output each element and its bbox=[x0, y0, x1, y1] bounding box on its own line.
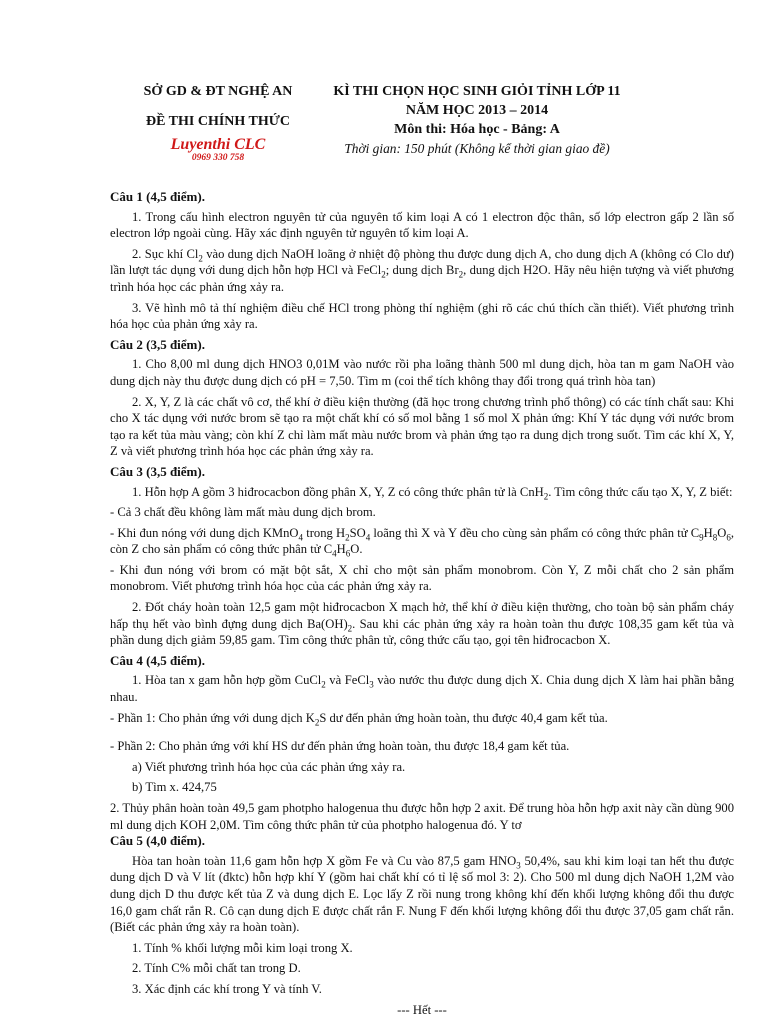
question-4-item-b: b) Tìm x. 424,75 bbox=[132, 780, 217, 795]
school-year: NĂM HỌC 2013 – 2014 bbox=[405, 103, 549, 118]
question-4-item-a: a) Viết phương trình hóa học của các phản ứng xảy ra. bbox=[132, 759, 406, 774]
question-3-part-2: 2. Đốt cháy hoàn toàn 12,5 gam một hiđrocacbon X mạch hở, thể khí ở điều kiện thường, cho toàn bộ sản phẩm cháy hấp thụ hết vào bình đựng dung dịch $Ba(OH)_2$. Sau khi các phản ứng xảy ra hoàn toàn thu được 108,35 gam kết tủa và phần dung dịch giảm 59,85 gam. Tìm công thức phân tử, công thức cấu tạo, gọi tên hiđrocacbon X. bbox=[110, 600, 734, 648]
question-1-part-2: 2. Sục khí $Cl_2$ vào dung dịch NaOH loãng ở nhiệt độ phòng thu được dung dịch A, cho dung dịch A (không có Clo dư) lần lượt tác dụng với dung dịch hỗn hợp HCl và FeCl$_2$; dung dịch $Br_2$, dung dịch H2O. Hãy nêu hiện tượng và viết phương trình hóa học các phản ứng xảy ra. bbox=[110, 246, 735, 294]
question-1-part-1: 1. Trong cấu hình electron nguyên tử của nguyên tố kim loại A có 1 electron độc thân, số lớp electron gấp 2 lần số electron lớp ngoài cùng. Hãy xác định nguyên tử nguyên tố kim loại A. bbox=[110, 209, 734, 241]
question-5-item-2: 2. Tính C% mỗi chất tan trong D. bbox=[132, 961, 301, 976]
header-right bbox=[318, 82, 636, 158]
question-5-body: Hòa tan hoàn toàn 11,6 gam hỗn hợp X gồm Fe và Cu vào 87,5 gam $HNO_3$ 50,4%, sau khi kim loại tan hết thu được dung dịch D và V lít (đktc) hỗn hợp khí Y (gồm hai chất khí có tỉ lệ số mol 3: 2). Cho 500 ml dung dịch NaOH 1,2M vào dung dịch D thu được kết tủa Z và dung dịch E. Lọc lấy Z rồi nung trong không khí đến khối lượng không đổi thu được 16,0 gam chất rắn R. Cô cạn dung dịch E được chất rắn F. Nung F đến khối lượng không đổi thu được 37,05 gam chất rắn. (Biết các phản ứng xảy ra hoàn toàn). bbox=[110, 853, 735, 935]
question-2-part-2: 2. X, Y, Z là các chất vô cơ, thể khí ở điều kiện thường (đã học trong chương trình phổ thông) có các tính chất sau: Khi cho X tác dụng với nước brom sẽ tạo ra một chất khí có số mol bằng 1 số mol X phản ứng: Khí Y tác dụng với nước brom tạo ra kết tủa màu vàng; còn khí Z chỉ làm mất màu nước brom và phản ứng tạo ra dung dịch trong suốt. Tìm các khí X, Y, Z và viết phương trình hóa học các phản ứng xảy ra. bbox=[110, 394, 734, 459]
header-left bbox=[128, 82, 308, 163]
official-exam-label: ĐỀ THI CHÍNH THỨC bbox=[145, 114, 291, 129]
question-3-title: Câu 3 (3,5 điểm). bbox=[110, 463, 205, 479]
question-2-title: Câu 2 (3,5 điểm). bbox=[110, 336, 205, 352]
question-5-item-3: 3. Xác định các khí trong Y và tính V. bbox=[132, 981, 322, 996]
department-name: SỞ GD & ĐT NGHỆ AN bbox=[143, 84, 293, 99]
question-1-title: Câu 1 (4,5 điểm). bbox=[110, 189, 205, 204]
question-4-portion-1: - Phần 1: Cho phản ứng với dung dịch $K_2S$ dư đến phản ứng hoàn toàn, thu được 40,4 gam kết tủa. bbox=[110, 710, 608, 728]
exam-title: KÌ THI CHỌN HỌC SINH GIỎI TỈNH LỚP 11 bbox=[333, 84, 621, 99]
question-4-part-2: 2. Thủy phân hoàn toàn 49,5 gam photpho halogenua thu được hỗn hợp 2 axit. Để trung hòa hỗn hợp axit này cần dùng 900 ml dung dịch KOH 2,0M. Tìm công thức phân tử của photpho halogenua đó. Y tơ bbox=[110, 801, 734, 832]
question-3-condition-3: - Khi đun nóng với brom có mặt bột sắt, X chỉ cho một sản phẩm monobrom. Còn Y, Z mỗi chất cho 2 sản phẩm monobrom. Viết phương trình hóa học của các phản ứng xảy ra. bbox=[110, 562, 734, 594]
question-3-condition-1: - Cả 3 chất đều không làm mất màu dung dịch brom. bbox=[110, 505, 376, 520]
end-marker: --- Hết --- bbox=[397, 1002, 447, 1017]
exam-content bbox=[110, 189, 734, 1018]
logo bbox=[128, 137, 308, 163]
question-3-condition-2: - Khi đun nóng với dung dịch KMnO$_4$ trong $H_2SO_4$ loãng thì X và Y đều cho cùng sản phẩm có công thức phân tử $C_9H_8O_6$, còn Z cho sản phẩm có công thức phân tử $C_4H_6O$. bbox=[110, 525, 735, 559]
logo-phone: 0969 330 758 bbox=[191, 153, 245, 163]
question-4-title: Câu 4 (4,5 điểm). bbox=[110, 652, 205, 668]
question-4-portion-2: - Phần 2: Cho phản ứng với khí HS dư đến phản ứng hoàn toàn, thu được 18,4 gam kết tủa. bbox=[110, 739, 570, 754]
question-2-part-1: 1. Cho 8,00 ml dung dịch HNO3 0,01M vào nước rồi pha loãng thành 500 ml dung dịch, hòa tan m gam NaOH vào dung dịch này thu được dung dịch có pH = 7,50. Tìm m (coi thể tích không thay đổi trong quá trình hòa tan) bbox=[110, 357, 734, 388]
question-5-title: Câu 5 (4,0 điểm). bbox=[110, 833, 205, 849]
question-5-item-1: 1. Tính % khối lượng mỗi kim loại trong X. bbox=[132, 940, 353, 955]
question-4-part-1: 1. Hòa tan x gam hỗn hợp gồm CuCl$_2$ và FeCl$_3$ vào nước thu được dung dịch X. Chia dung dịch X làm hai phần bằng nhau. bbox=[110, 673, 734, 705]
subject-line: Môn thi: Hóa học - Bảng: A bbox=[394, 122, 560, 137]
question-3-part-1: 1. Hỗn hợp A gồm 3 hiđrocacbon đồng phân X, Y, Z có công thức phân tử là CnH$_2$. Tìm công thức cấu tạo X, Y, Z biết: bbox=[132, 484, 733, 502]
time-limit: Thời gian: 150 phút (Không kể thời gian giao đề) bbox=[344, 141, 610, 156]
question-1-part-3: 3. Vẽ hình mô tả thí nghiệm điều chế HCl trong phòng thí nghiệm (ghi rõ các chú thích cần thiết). Viết phương trình hóa học của phản ứng xảy ra. bbox=[110, 300, 734, 332]
logo-name: Luyenthi CLC bbox=[170, 136, 266, 153]
